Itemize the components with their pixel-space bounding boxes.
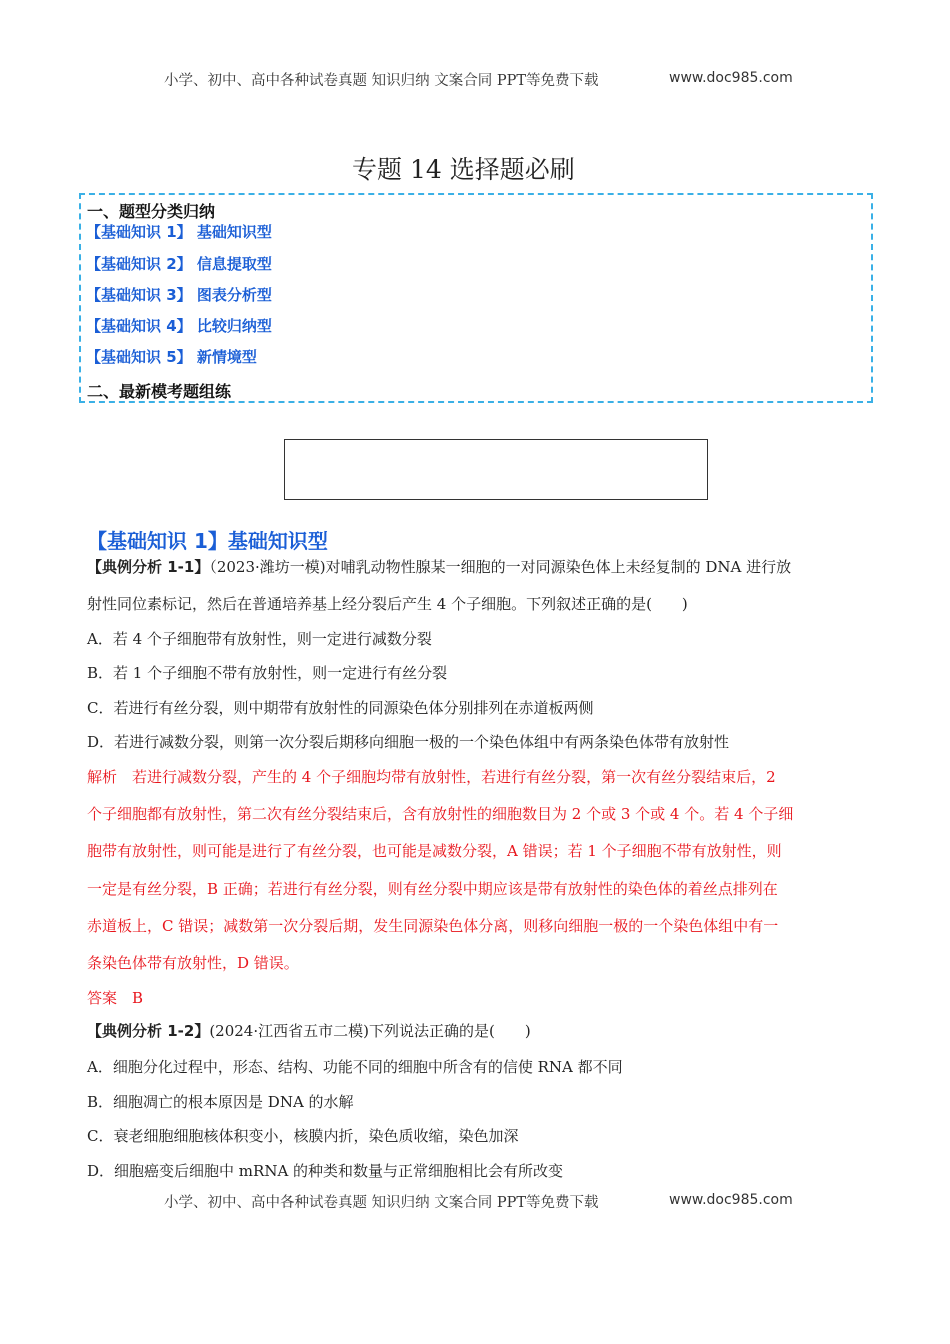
header-text: 小学、初中、高中各种试卷真题 知识归纳 文案合同 PPT等免费下载	[164, 73, 599, 89]
q2-option-b: B．细胞凋亡的根本原因是 DNA 的水解	[87, 1093, 354, 1111]
q2-option-c: C．衰老细胞细胞核体积变小，核膜内折，染色质收缩，染色加深	[87, 1127, 519, 1145]
q1-option-a: A．若 4 个子细胞带有放射性，则一定进行减数分裂	[87, 630, 432, 648]
q1-answer: 答案 B	[87, 989, 144, 1007]
q2-option-d: D．细胞癌变后细胞中 mRNA 的种类和数量与正常细胞相比会有所改变	[87, 1162, 564, 1180]
header-link[interactable]: www.doc985.com	[669, 70, 793, 86]
q1-stem-line-2: 射性同位素标记，然后在普通培养基上经分裂后产生 4 个子细胞。下列叙述正确的是( )	[87, 595, 688, 613]
q1-analysis-4: 一定是有丝分裂，B 正确；若进行有丝分裂，则有丝分裂中期应该是带有放射性的染色体的着丝点排列在	[87, 880, 778, 898]
q1-analysis-2: 个子细胞都有放射性，第二次有丝分裂结束后，含有放射性的细胞数目为 2 个或 3 个或 4 个。若 4 个子细	[87, 805, 794, 823]
toc-item-3[interactable]: 【基础知识 3】 图表分析型	[86, 286, 272, 304]
empty-frame	[284, 439, 708, 500]
q1-option-b: B．若 1 个子细胞不带有放射性，则一定进行有丝分裂	[87, 664, 448, 682]
q2-stem: 【典例分析 1-2】(2024·江西省五市二模)下列说法正确的是( )	[87, 1022, 531, 1040]
q1-analysis-1: 解析 若进行减数分裂，产生的 4 个子细胞均带有放射性，若进行有丝分裂，第一次有丝分裂结束后，2	[87, 768, 776, 786]
toc-part2: 二、最新模考题组练	[87, 382, 232, 401]
q1-option-c: C．若进行有丝分裂，则中期带有放射性的同源染色体分别排列在赤道板两侧	[87, 699, 594, 717]
page-title: 专题 14 选择题必刷	[352, 155, 575, 184]
footer-text: 小学、初中、高中各种试卷真题 知识归纳 文案合同 PPT等免费下载	[164, 1195, 599, 1211]
footer-link[interactable]: www.doc985.com	[669, 1192, 793, 1208]
q1-option-d: D．若进行减数分裂，则第一次分裂后期移向细胞一极的一个染色体组中有两条染色体带有放射性	[87, 733, 730, 751]
toc-item-1[interactable]: 【基础知识 1】 基础知识型	[86, 223, 272, 241]
q2-option-a: A．细胞分化过程中，形态、结构、功能不同的细胞中所含有的信使 RNA 都不同	[87, 1058, 623, 1076]
toc-item-4[interactable]: 【基础知识 4】 比较归纳型	[86, 317, 272, 335]
q1-stem-line-1: 【典例分析 1-1】（2023·潍坊一模)对哺乳动物性腺某一细胞的一对同源染色体上未经复制的 DNA 进行放	[87, 558, 792, 576]
q1-analysis-6: 条染色体带有放射性，D 错误。	[87, 954, 299, 972]
toc-item-2[interactable]: 【基础知识 2】 信息提取型	[86, 255, 272, 273]
section-heading: 【基础知识 1】基础知识型	[87, 529, 328, 553]
q1-analysis-5: 赤道板上，C 错误；减数第一次分裂后期，发生同源染色体分离，则移向细胞一极的一个染色体组中有一	[87, 917, 779, 935]
toc-part1: 一、题型分类归纳	[87, 202, 216, 221]
q1-analysis-3: 胞带有放射性，则可能是进行了有丝分裂，也可能是减数分裂，A 错误；若 1 个子细胞不带有放射性，则	[87, 842, 782, 860]
toc-item-5[interactable]: 【基础知识 5】 新情境型	[86, 348, 257, 366]
